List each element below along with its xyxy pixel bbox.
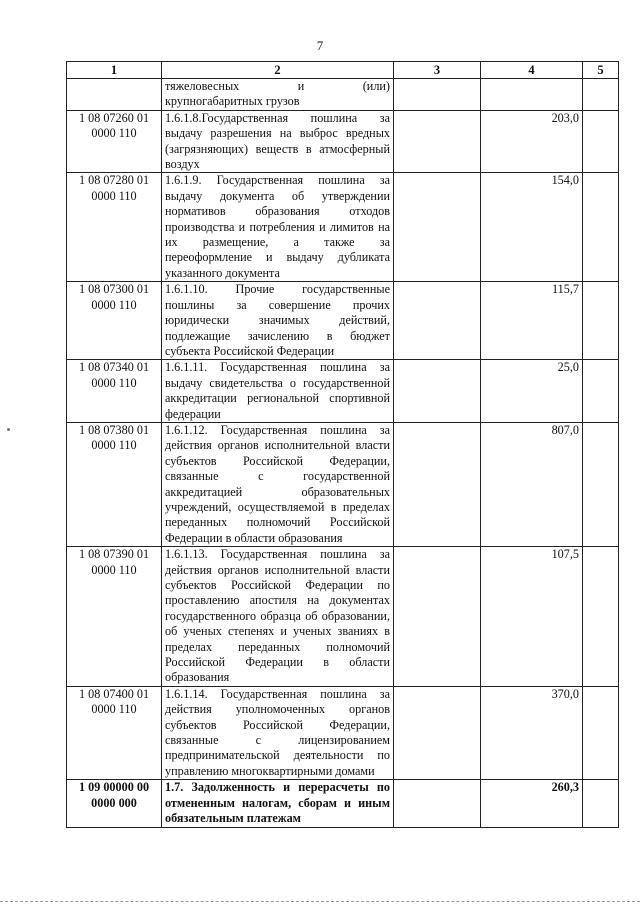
row-name: 1.6.1.9. Государственная пошлина за выдачу документа об утверждении нормативов образования отходов производства и потребления и лимитов на их размещение, а также за переоформление и выдачу дубликата указанного документа	[162, 173, 394, 282]
row-value: 203,0	[481, 110, 583, 173]
row-value: 370,0	[481, 686, 583, 779]
header-row	[67, 62, 619, 79]
row-name: 1.6.1.12. Государственная пошлина за действия органов исполнительной власти субъектов Российской Федерации, связанные с государственной аккредитацией образовательных учреждений, осуществляемой в пределах переданных полномочий Российской Федерации в области образования	[162, 422, 394, 546]
row-value: 107,5	[481, 547, 583, 687]
row-col-3	[394, 360, 481, 423]
row-name: 1.6.1.14. Государственная пошлина за действия уполномоченных органов субъектов Российской Федерации, связанные с лицензированием предпринимательской деятельности по управлению многоквартирными домами	[162, 686, 394, 779]
row-name: 1.6.1.8.Государственная пошлина за выдачу разрешения на выброс вредных (загрязняющих) веществ в атмосферный воздух	[162, 110, 394, 173]
row-code: 1 09 00000 00 0000 000	[67, 780, 162, 827]
revenue-table	[66, 61, 619, 828]
row-col-3	[394, 110, 481, 173]
row-col-5	[583, 173, 619, 282]
row-col-5	[583, 110, 619, 173]
table-row	[67, 422, 619, 546]
row-name: 1.6.1.10. Прочие государственные пошлины за совершение прочих юридически значимых действий, подлежащие зачислению в бюджет субъекта Российской Федерации	[162, 282, 394, 360]
table-row	[67, 780, 619, 827]
header-col-5: 5	[583, 62, 619, 79]
row-value: 25,0	[481, 360, 583, 423]
header-col-1: 1	[67, 62, 162, 79]
row-code: 1 08 07300 01 0000 110	[67, 282, 162, 360]
row-col-3	[394, 547, 481, 687]
continuation-code	[67, 79, 162, 111]
row-col-3	[394, 422, 481, 546]
row-col-3	[394, 173, 481, 282]
row-code: 1 08 07280 01 0000 110	[67, 173, 162, 282]
row-col-3	[394, 282, 481, 360]
row-col-5	[583, 547, 619, 687]
row-col-5	[583, 780, 619, 827]
page-number: 7	[316, 38, 324, 53]
bottom-edge-line	[0, 901, 640, 902]
header-col-3: 3	[394, 62, 481, 79]
row-code: 1 08 07260 01 0000 110	[67, 110, 162, 173]
row-code: 1 08 07400 01 0000 110	[67, 686, 162, 779]
continuation-row	[67, 79, 619, 111]
row-code: 1 08 07390 01 0000 110	[67, 547, 162, 687]
continuation-word-1: тяжеловесных	[165, 79, 240, 93]
row-code: 1 08 07380 01 0000 110	[67, 422, 162, 546]
continuation-col-3	[394, 79, 481, 111]
row-col-5	[583, 422, 619, 546]
continuation-name	[162, 79, 394, 111]
continuation-line-2: крупногабаритных грузов	[165, 94, 300, 109]
continuation-col-4	[481, 79, 583, 111]
continuation-col-5	[583, 79, 619, 111]
row-name: 1.7. Задолженность и перерасчеты по отмененным налогам, сборам и иным обязательным платежам	[162, 780, 394, 827]
scan-mark	[7, 428, 10, 431]
table-row	[67, 282, 619, 360]
table-row	[67, 110, 619, 173]
row-value: 115,7	[481, 282, 583, 360]
table-row	[67, 173, 619, 282]
row-name: 1.6.1.11. Государственная пошлина за выдачу свидетельства о государственной аккредитации региональной спортивной федерации	[162, 360, 394, 423]
table-row	[67, 686, 619, 779]
row-value: 260,3	[481, 780, 583, 827]
header-col-4: 4	[481, 62, 583, 79]
header-col-2: 2	[162, 62, 394, 79]
table-row	[67, 547, 619, 687]
continuation-word-3: (или)	[362, 79, 390, 93]
row-col-5	[583, 686, 619, 779]
row-col-3	[394, 686, 481, 779]
row-col-3	[394, 780, 481, 827]
row-code: 1 08 07340 01 0000 110	[67, 360, 162, 423]
row-value: 154,0	[481, 173, 583, 282]
table-row	[67, 360, 619, 423]
row-col-5	[583, 360, 619, 423]
continuation-word-2: и	[297, 79, 305, 93]
row-col-5	[583, 282, 619, 360]
row-value: 807,0	[481, 422, 583, 546]
row-name: 1.6.1.13. Государственная пошлина за действия органов исполнительной власти субъектов Российской Федерации по проставлению апостиля на документах государственного образца об образовании, об ученых степенях и ученых званиях в пределах переданных полномочий Российской Федерации в области образования	[162, 547, 394, 687]
